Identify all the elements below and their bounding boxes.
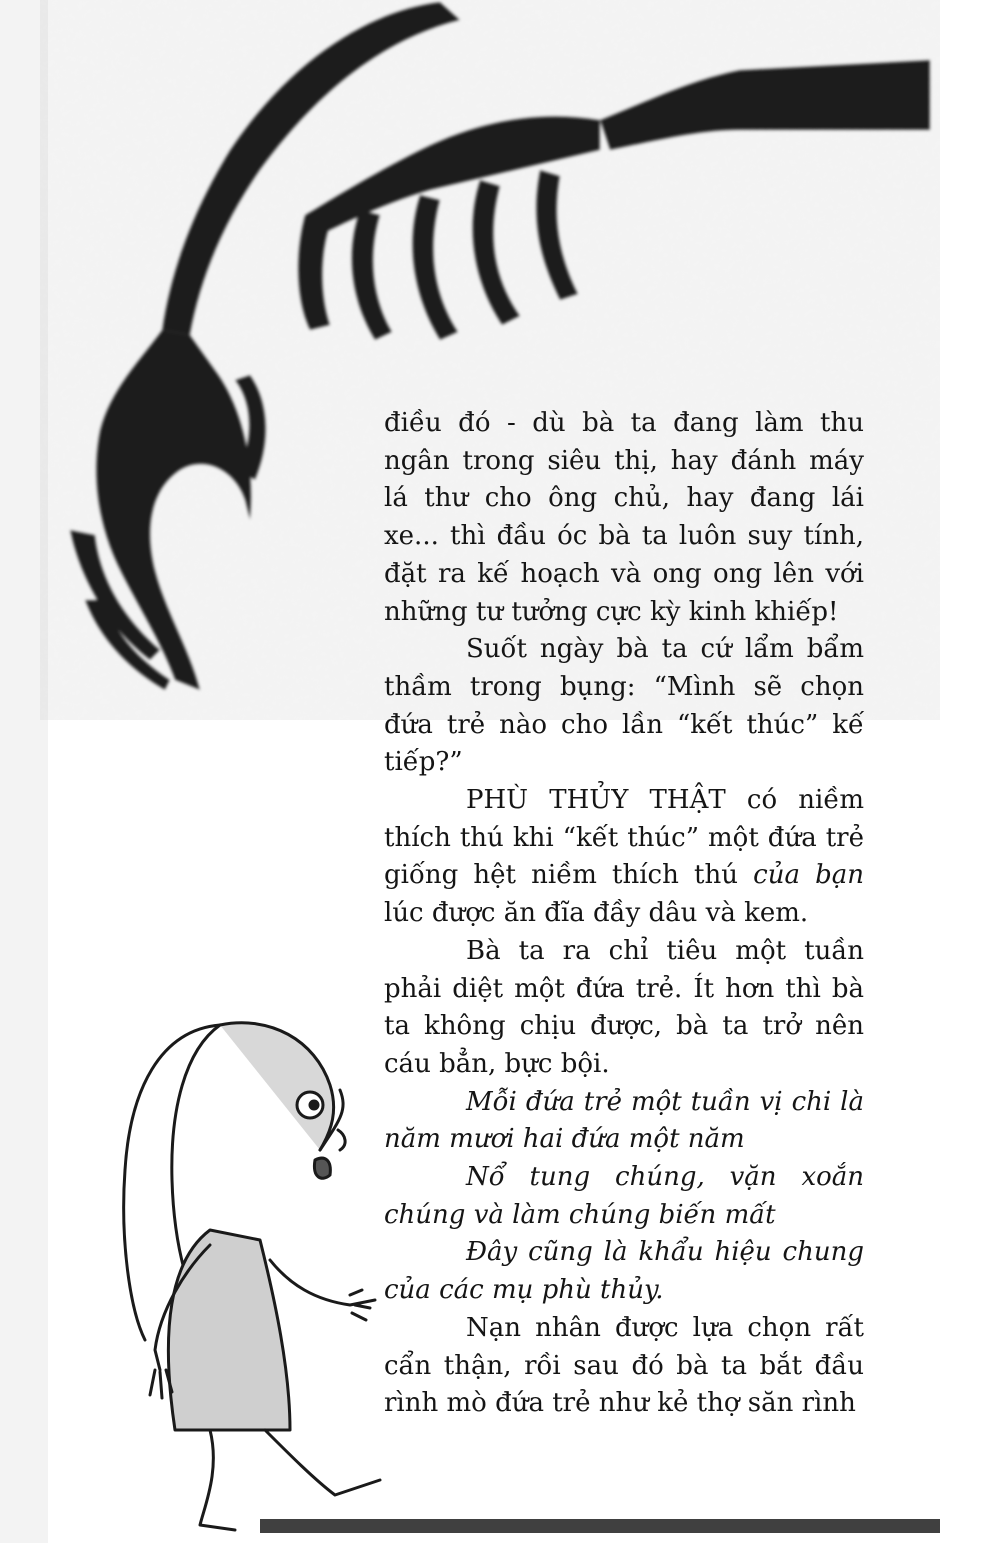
nose [338,1130,345,1150]
right-finger-2 [352,210,392,340]
paragraph: Nạn nhân được lựa chọn rất cẩn thận, rồi sau đó bà ta bắt đầu rình mò đứa trẻ như kẻ thợ săn rình [384,1312,864,1419]
right-leg [265,1430,380,1495]
left-leg [200,1430,235,1530]
verse-line: Đây cũng là khẩu hiệu chung của các mụ phù thủy. [384,1237,864,1306]
story-text [384,405,864,1423]
paragraph: Suốt ngày bà ta cứ lẩm bẩm thầm trong bụng: “Mình sẽ chọn đứa trẻ nào cho lần “kết thúc” kế tiếp?” [384,634,864,778]
girl-illustration [100,1010,400,1540]
floor-shadow [260,1515,940,1537]
right-finger-5 [536,170,578,300]
verse-line: Nổ tung chúng, vặn xoắn chúng và làm chúng biến mất [384,1162,864,1230]
right-finger-4 [472,180,520,325]
paragraph: điều đó - dù bà ta đang làm thu ngân trong siêu thị, hay đánh máy lá thư cho ông chủ, hay đang lái xe... thì đầu óc bà ta luôn suy tính, đặt ra kế hoạch và ong ong lên với những tư tưởng cực kỳ kinh khiếp! [384,408,864,627]
verse-line: Mỗi đứa trẻ một tuần vị chi là năm mươi hai đứa một năm [384,1086,864,1155]
left-hand [150,1370,172,1398]
paragraph: PHÙ THỦY THẬT có niềm thích thú khi “kết thúc” một đứa trẻ giống hệt niềm thích thú của bạn lúc được ăn đĩa đầy dâu và kem. [384,785,865,929]
paragraph: Bà ta ra chỉ tiêu một tuần phải diệt một đứa trẻ. Ít hơn thì bà ta không chịu được, bà ta trở nên cáu bẳn, bực bội. [384,935,864,1079]
right-arm [270,1260,375,1305]
right-finger-1 [298,215,330,330]
emphasis: của bạn [753,860,865,891]
mouth [314,1158,330,1178]
right-finger-3 [412,195,458,340]
right-sleeve-shadow [600,60,930,150]
